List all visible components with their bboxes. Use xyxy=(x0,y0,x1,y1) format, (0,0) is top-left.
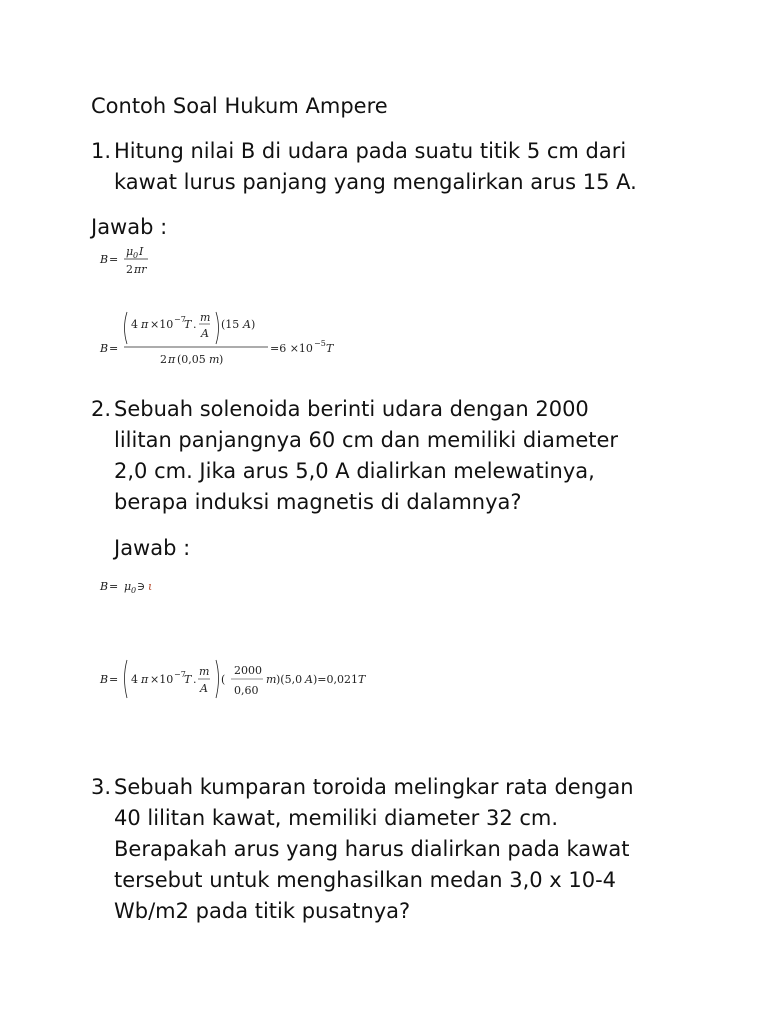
svg-text:0: 0 xyxy=(133,251,139,260)
equation-2a xyxy=(100,576,170,596)
svg-text:(0,05: (0,05 xyxy=(177,353,206,366)
svg-text:∋: ∋ xyxy=(137,580,146,593)
document-title: Contoh Soal Hukum Ampere xyxy=(91,94,388,118)
svg-text:0,60: 0,60 xyxy=(234,684,259,697)
svg-text:)(5,0: )(5,0 xyxy=(276,673,303,686)
svg-text:π: π xyxy=(141,318,149,331)
question-line: Hitung nilai B di udara pada suatu titik 5 cm dari xyxy=(114,139,627,163)
svg-text:A: A xyxy=(243,318,251,331)
svg-text:μ: μ xyxy=(126,245,134,258)
svg-text:B: B xyxy=(100,253,109,266)
question-line: Berapakah arus yang harus dialirkan pada kawat xyxy=(114,837,630,861)
question-number: 2. xyxy=(91,397,112,421)
svg-text:T: T xyxy=(184,318,192,331)
question-line: lilitan panjangnya 60 cm dan memiliki diameter xyxy=(114,428,619,452)
svg-text:(: ( xyxy=(221,673,226,686)
svg-text:m: m xyxy=(266,673,277,686)
svg-text:=6 ×10: =6 ×10 xyxy=(270,342,313,355)
question-line: 2,0 cm. Jika arus 5,0 A dialirkan melewatinya, xyxy=(114,459,595,483)
svg-text:=: = xyxy=(109,673,119,686)
svg-text:m: m xyxy=(209,353,220,366)
svg-text:T: T xyxy=(358,673,366,686)
svg-text:4: 4 xyxy=(131,318,138,331)
svg-text:T: T xyxy=(184,673,192,686)
question-line: berapa induksi magnetis di dalamnya? xyxy=(114,490,522,514)
question-number: 3. xyxy=(91,775,112,799)
question-line: Sebuah kumparan toroida melingkar rata dengan xyxy=(114,775,634,799)
svg-text:=: = xyxy=(109,253,119,266)
svg-text:×10: ×10 xyxy=(150,318,174,331)
svg-text:−7: −7 xyxy=(174,670,186,679)
question-line: 40 lilitan kawat, memiliki diameter 32 cm. xyxy=(114,806,559,830)
svg-text:2: 2 xyxy=(160,353,167,366)
svg-text:m: m xyxy=(199,665,210,678)
svg-text:(15: (15 xyxy=(221,318,240,331)
svg-text:=: = xyxy=(109,342,119,355)
svg-text:B: B xyxy=(100,673,109,686)
svg-text:0: 0 xyxy=(131,586,137,595)
question-line: Wb/m2 pada titik pusatnya? xyxy=(114,899,411,923)
equation-2b xyxy=(100,656,400,702)
svg-text:): ) xyxy=(251,318,256,331)
svg-text:4: 4 xyxy=(131,673,138,686)
svg-text:π: π xyxy=(168,353,176,366)
svg-text:A: A xyxy=(305,673,313,686)
svg-text:.: . xyxy=(193,673,197,686)
svg-text:A: A xyxy=(201,327,209,340)
svg-text:ι: ι xyxy=(148,580,153,593)
svg-text:πr: πr xyxy=(134,263,147,276)
svg-text:×10: ×10 xyxy=(150,673,174,686)
svg-text:−5: −5 xyxy=(314,339,326,348)
svg-text:A: A xyxy=(200,682,208,695)
svg-text:.: . xyxy=(193,318,197,331)
svg-text:B: B xyxy=(100,342,109,355)
svg-text:2: 2 xyxy=(126,263,133,276)
question-line: tersebut untuk menghasilkan medan 3,0 x 10-4 xyxy=(114,868,617,892)
svg-text:=: = xyxy=(109,580,119,593)
svg-text:I: I xyxy=(139,245,144,258)
equation-1b xyxy=(100,308,360,372)
svg-text:): ) xyxy=(219,353,224,366)
svg-text:B: B xyxy=(100,580,109,593)
svg-text:μ: μ xyxy=(124,580,132,593)
svg-text:)=0,021: )=0,021 xyxy=(313,673,358,686)
svg-text:−7: −7 xyxy=(174,315,186,324)
question-1 xyxy=(91,136,721,198)
question-line: kawat lurus panjang yang mengalirkan arus 15 A. xyxy=(114,170,637,194)
svg-text:π: π xyxy=(141,673,149,686)
answer-label: Jawab : xyxy=(114,536,191,560)
question-3 xyxy=(91,772,721,927)
svg-text:m: m xyxy=(200,311,211,324)
svg-text:2000: 2000 xyxy=(234,664,262,677)
answer-label: Jawab : xyxy=(91,215,168,239)
question-number: 1. xyxy=(91,139,112,163)
equation-1a xyxy=(100,242,170,282)
question-line: Sebuah solenoida berinti udara dengan 2000 xyxy=(114,397,589,421)
svg-text:T: T xyxy=(326,342,334,355)
question-2 xyxy=(91,394,721,518)
